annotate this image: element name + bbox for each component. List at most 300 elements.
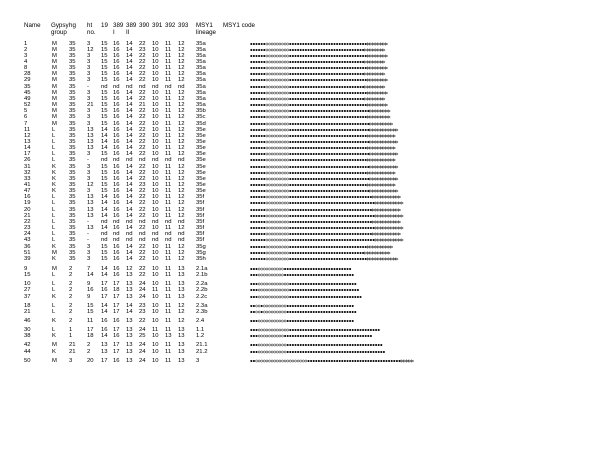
cell-msy1-lineage: 2.3a [196, 302, 208, 309]
code-unit-o [276, 221, 278, 223]
code-unit-o [284, 110, 286, 112]
code-unit-b [341, 129, 343, 131]
code-unit-b [310, 153, 312, 155]
cell-dys391: 10 [152, 108, 159, 115]
code-unit-b [357, 141, 359, 143]
code-unit-o [271, 258, 273, 260]
code-unit-b [323, 42, 325, 44]
code-unit-a [372, 190, 374, 192]
cell-name: 14 [24, 145, 31, 152]
code-unit-b [333, 135, 335, 137]
cell-dys389i: 16 [113, 163, 120, 170]
code-unit-o [281, 227, 283, 229]
code-unit-a [370, 55, 372, 57]
code-unit-b [336, 172, 338, 174]
code-unit-b [320, 274, 322, 276]
code-unit-b [370, 350, 372, 352]
code-unit-a [401, 239, 403, 241]
code-unit-b [326, 122, 328, 124]
code-unit-b [339, 233, 341, 235]
table-row [0, 170, 600, 176]
code-unit-b [328, 172, 330, 174]
code-unit-b [289, 98, 291, 100]
code-unit-o [261, 295, 263, 297]
cell-dys391: 10 [152, 308, 159, 315]
code-unit-b [359, 233, 361, 235]
code-unit-o [284, 252, 286, 254]
code-unit-b [339, 245, 341, 247]
cell-ht-no: 3 [87, 188, 91, 195]
code-unit-b [318, 221, 320, 223]
msy1-code-strip [250, 170, 400, 176]
code-unit-b [318, 305, 320, 307]
code-unit-b [305, 184, 307, 186]
code-unit-b [292, 135, 294, 137]
code-unit-b [375, 350, 377, 352]
cell-ht-no: 2 [87, 348, 91, 355]
code-unit-o [274, 360, 276, 362]
cell-dys390: 24 [139, 348, 146, 355]
code-unit-b [354, 215, 356, 217]
cell-dys392: nd [165, 237, 172, 244]
code-unit-k [253, 159, 255, 161]
code-unit-b [313, 110, 315, 112]
cell-dys392: 11 [165, 95, 172, 102]
code-unit-b [359, 55, 361, 57]
code-unit-b [294, 116, 296, 118]
code-unit-b [305, 289, 307, 291]
code-unit-b [331, 159, 333, 161]
code-unit-b [336, 283, 338, 285]
code-unit-k [255, 283, 257, 285]
code-unit-k [250, 67, 252, 69]
code-unit-b [313, 79, 315, 81]
code-unit-b [326, 239, 328, 241]
cell-name: 36 [24, 243, 31, 250]
code-unit-a [385, 239, 387, 241]
code-unit-b [346, 153, 348, 155]
cell-dys392: 11 [165, 169, 172, 176]
code-unit-a [370, 190, 372, 192]
code-unit-b [328, 184, 330, 186]
code-unit-o [284, 98, 286, 100]
code-unit-a [370, 178, 372, 180]
code-unit-b [344, 55, 346, 57]
code-unit-b [310, 252, 312, 254]
msy1-code-strip [250, 151, 403, 157]
code-unit-a [383, 85, 385, 87]
code-unit-b [326, 215, 328, 217]
code-unit-o [271, 283, 273, 285]
code-unit-k [261, 147, 263, 149]
code-unit-o [263, 283, 265, 285]
code-unit-o [287, 122, 289, 124]
code-unit-b [302, 196, 304, 198]
code-unit-k [263, 209, 265, 211]
code-unit-a [370, 85, 372, 87]
msy1-code-strip [250, 349, 390, 355]
code-unit-a [385, 178, 387, 180]
code-unit-b [346, 141, 348, 143]
code-unit-k [263, 104, 265, 106]
cell-msy1-lineage: 35f [196, 212, 205, 219]
code-unit-b [313, 159, 315, 161]
code-unit-a [391, 184, 393, 186]
code-unit-b [341, 274, 343, 276]
code-unit-o [271, 159, 273, 161]
code-unit-o [266, 311, 268, 313]
code-unit-b [300, 172, 302, 174]
table-row [0, 309, 600, 315]
code-unit-b [341, 141, 343, 143]
code-unit-b [357, 289, 359, 291]
code-unit-b [346, 116, 348, 118]
code-unit-o [258, 274, 260, 276]
code-unit-b [289, 147, 291, 149]
cell-dys389ii: 14 [126, 249, 133, 256]
cell-dys389ii: nd [126, 157, 133, 164]
code-unit-b [318, 42, 320, 44]
cell-dys392: 11 [165, 132, 172, 139]
code-unit-b [354, 135, 356, 137]
code-unit-b [354, 153, 356, 155]
code-unit-b [310, 335, 312, 337]
cell-ht-no: 3 [87, 114, 91, 121]
code-unit-b [331, 360, 333, 362]
code-unit-o [281, 98, 283, 100]
code-unit-b [289, 227, 291, 229]
code-unit-b [318, 252, 320, 254]
code-unit-o [284, 227, 286, 229]
msy1-code-strip [250, 237, 408, 243]
cell-name: 35 [24, 83, 31, 90]
msy1-code-strip [250, 318, 358, 324]
cell-dys389i: nd [113, 83, 120, 90]
cell-hg: 21 [69, 348, 76, 355]
cell-dys391: 10 [152, 302, 159, 309]
code-unit-k [287, 311, 289, 313]
code-unit-k [253, 311, 255, 313]
code-unit-b [326, 129, 328, 131]
msy1-code-strip [250, 41, 392, 47]
code-unit-b [318, 227, 320, 229]
code-unit-o [261, 283, 263, 285]
code-unit-b [305, 104, 307, 106]
code-unit-b [313, 104, 315, 106]
code-unit-o [268, 49, 270, 51]
code-unit-b [346, 295, 348, 297]
code-unit-a [396, 202, 398, 204]
code-unit-a [396, 214, 398, 216]
code-unit-o [274, 196, 276, 198]
code-unit-b [313, 147, 315, 149]
code-unit-b [352, 73, 354, 75]
table-row [0, 250, 600, 256]
code-unit-o [271, 67, 273, 69]
cell-dys392: 11 [165, 114, 172, 121]
cell-ht-no: 13 [87, 194, 94, 201]
code-unit-b [300, 274, 302, 276]
code-unit-k [255, 202, 257, 204]
code-unit-a [370, 141, 372, 143]
code-unit-a [398, 227, 400, 229]
code-unit-b [305, 49, 307, 51]
table-row [0, 237, 600, 243]
code-unit-o [279, 67, 281, 69]
code-unit-b [352, 153, 354, 155]
code-unit-b [362, 190, 364, 192]
header-dys393: 393 [178, 22, 189, 29]
code-unit-b [315, 190, 317, 192]
code-unit-b [365, 129, 367, 131]
code-unit-a [378, 227, 380, 229]
code-unit-a [378, 122, 380, 124]
code-unit-o [276, 190, 278, 192]
code-unit-b [289, 42, 291, 44]
code-unit-o [284, 190, 286, 192]
code-unit-a [378, 202, 380, 204]
code-unit-o [266, 141, 268, 143]
code-unit-k [294, 295, 296, 297]
code-unit-k [253, 233, 255, 235]
code-unit-b [349, 147, 351, 149]
code-unit-b [300, 350, 302, 352]
code-unit-b [336, 184, 338, 186]
code-unit-b [320, 141, 322, 143]
code-unit-a [391, 165, 393, 167]
code-unit-b [328, 209, 330, 211]
code-unit-o [276, 67, 278, 69]
cell-dys389i: 16 [113, 212, 120, 219]
code-unit-b [297, 79, 299, 81]
code-unit-b [307, 178, 309, 180]
code-unit-b [341, 116, 343, 118]
code-unit-k [255, 215, 257, 217]
cell-hg: 35 [69, 200, 76, 207]
code-unit-k [255, 178, 257, 180]
code-unit-b [320, 239, 322, 241]
msy1-code-strip [250, 182, 400, 188]
cell-dys389ii: 14 [126, 175, 133, 182]
code-unit-b [349, 245, 351, 247]
code-unit-b [346, 258, 348, 260]
msy1-code-strip [250, 90, 392, 96]
code-unit-o [271, 165, 273, 167]
cell-dys389i: nd [113, 218, 120, 225]
code-unit-b [380, 344, 382, 346]
code-unit-o [281, 122, 283, 124]
cell-dys391: 10 [152, 249, 159, 256]
code-unit-b [300, 221, 302, 223]
code-unit-b [328, 110, 330, 112]
cell-dys389ii: 14 [126, 114, 133, 121]
code-unit-a [378, 85, 380, 87]
code-unit-b [365, 110, 367, 112]
code-unit-b [367, 129, 369, 131]
code-unit-b [305, 239, 307, 241]
code-unit-o [263, 335, 265, 337]
cell-msy1-lineage: 35e [196, 169, 206, 176]
code-unit-a [383, 110, 385, 112]
code-unit-b [292, 159, 294, 161]
code-unit-b [331, 67, 333, 69]
code-unit-b [336, 104, 338, 106]
cell-dys389i: 17 [113, 302, 120, 309]
code-unit-a [385, 196, 387, 198]
code-unit-b [339, 329, 341, 331]
table-row [0, 59, 600, 65]
cell-dys389i: 16 [113, 65, 120, 72]
code-unit-b [326, 135, 328, 137]
code-unit-b [300, 73, 302, 75]
code-unit-o [266, 221, 268, 223]
code-unit-k [253, 289, 255, 291]
cell-gypsy-group: M [52, 46, 57, 53]
cell-msy1-lineage: 2.1a [196, 265, 208, 272]
code-unit-k [258, 165, 260, 167]
code-unit-o [268, 129, 270, 131]
code-unit-b [310, 274, 312, 276]
cell-dys19: 15 [101, 40, 108, 47]
code-unit-b [294, 42, 296, 44]
code-unit-o [274, 92, 276, 94]
code-unit-o [279, 305, 281, 307]
code-unit-b [354, 252, 356, 254]
code-unit-b [344, 49, 346, 51]
code-unit-o [274, 116, 276, 118]
code-unit-b [297, 153, 299, 155]
code-unit-k [261, 233, 263, 235]
code-unit-k [253, 147, 255, 149]
code-unit-b [305, 55, 307, 57]
code-unit-b [359, 135, 361, 137]
code-unit-k [258, 110, 260, 112]
code-unit-k [261, 196, 263, 198]
code-unit-b [346, 184, 348, 186]
code-unit-o [271, 295, 273, 297]
code-unit-o [287, 159, 289, 161]
code-unit-b [307, 274, 309, 276]
code-unit-b [289, 344, 291, 346]
code-unit-b [336, 86, 338, 88]
code-unit-b [331, 141, 333, 143]
cell-ht-no: 3 [87, 151, 91, 158]
code-unit-b [354, 360, 356, 362]
cell-dys393: 12 [178, 163, 185, 170]
code-unit-b [333, 165, 335, 167]
code-unit-a [370, 153, 372, 155]
code-unit-a [396, 221, 398, 223]
cell-name: 1 [24, 40, 28, 47]
code-unit-b [297, 55, 299, 57]
code-unit-a [370, 165, 372, 167]
code-unit-o [268, 73, 270, 75]
code-unit-o [258, 311, 260, 313]
msy1-code-strip [250, 53, 392, 59]
code-unit-k [261, 202, 263, 204]
code-unit-a [396, 178, 398, 180]
code-unit-a [375, 91, 377, 93]
code-unit-a [375, 122, 377, 124]
code-unit-b [357, 245, 359, 247]
code-unit-o [284, 67, 286, 69]
code-unit-b [315, 104, 317, 106]
code-unit-b [315, 172, 317, 174]
code-unit-k [261, 104, 263, 106]
cell-dys389ii: 14 [126, 108, 133, 115]
code-unit-b [294, 196, 296, 198]
code-unit-o [284, 178, 286, 180]
code-unit-b [320, 221, 322, 223]
code-unit-b [336, 209, 338, 211]
code-unit-o [279, 184, 281, 186]
code-unit-b [307, 190, 309, 192]
code-unit-a [380, 208, 382, 210]
cell-name: 16 [24, 194, 31, 201]
cell-dys392: 11 [165, 212, 172, 219]
code-unit-a [375, 190, 377, 192]
cell-msy1-lineage: 35f [196, 206, 205, 213]
cell-hg: 35 [69, 145, 76, 152]
cell-dys393: 13 [178, 357, 185, 364]
code-unit-b [359, 122, 361, 124]
code-unit-b [362, 55, 364, 57]
code-unit-k [258, 86, 260, 88]
code-unit-k [250, 227, 252, 229]
code-unit-b [336, 147, 338, 149]
code-unit-o [258, 335, 260, 337]
code-unit-b [341, 202, 343, 204]
code-unit-a [385, 79, 387, 81]
cell-dys389i: 16 [113, 182, 120, 188]
code-unit-a [398, 214, 400, 216]
code-unit-b [339, 311, 341, 313]
code-unit-b [300, 147, 302, 149]
cell-dys391: 10 [152, 342, 159, 349]
code-unit-a [388, 258, 390, 260]
code-unit-b [305, 233, 307, 235]
code-unit-o [274, 42, 276, 44]
code-unit-b [354, 122, 356, 124]
code-unit-a [367, 91, 369, 93]
code-unit-o [258, 329, 260, 331]
code-unit-b [339, 295, 341, 297]
cell-name: 19 [24, 200, 31, 207]
code-unit-k [261, 311, 263, 313]
cell-name: 42 [24, 342, 31, 349]
code-unit-b [307, 215, 309, 217]
code-unit-b [344, 344, 346, 346]
code-unit-b [357, 135, 359, 137]
code-unit-a [396, 233, 398, 235]
cell-dys19: 15 [101, 163, 108, 170]
code-unit-b [344, 73, 346, 75]
code-unit-o [284, 92, 286, 94]
code-unit-k [261, 116, 263, 118]
cell-hg: 35 [69, 237, 76, 244]
cell-dys392: 11 [165, 163, 172, 170]
code-unit-b [346, 67, 348, 69]
cell-dys391: 10 [152, 114, 159, 121]
code-unit-b [359, 61, 361, 63]
code-unit-o [279, 98, 281, 100]
code-unit-b [289, 104, 291, 106]
code-unit-b [339, 196, 341, 198]
code-unit-b [339, 268, 341, 270]
code-unit-b [297, 320, 299, 322]
code-unit-b [320, 209, 322, 211]
table-row [0, 266, 600, 272]
